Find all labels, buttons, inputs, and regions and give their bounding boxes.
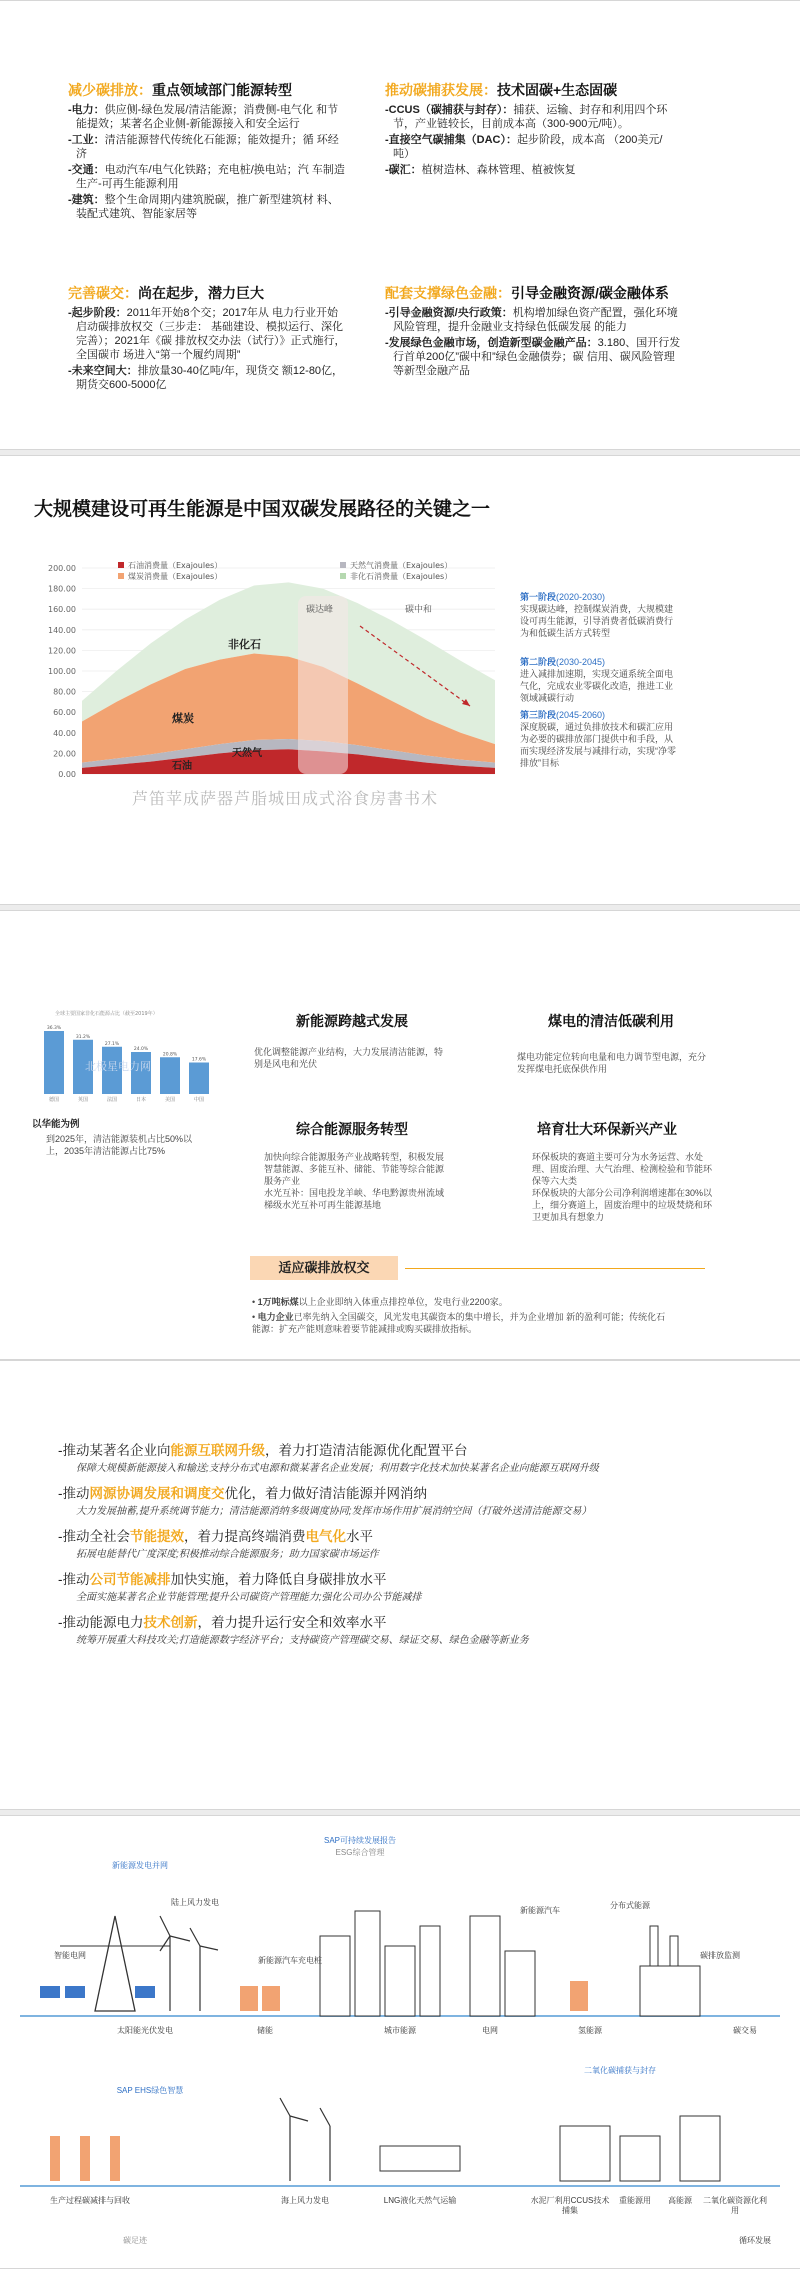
legend-item: 天然气消费量（Exajoules）	[350, 561, 453, 570]
y-tick-label: 20.00	[53, 749, 76, 759]
illustration-label: SAP EHS绿色智慧	[116, 2086, 184, 2095]
wind-turbine-icon	[160, 1916, 218, 2011]
mini-bar-category: 德国	[48, 1097, 60, 1103]
left-title: 以华能为例	[32, 1119, 80, 1130]
label-oil: 石油	[172, 761, 192, 772]
block-reduce-emissions	[68, 83, 348, 223]
bullet-1: • 1万吨标煤以上企业即纳入体重点排控单位，发电行业2200家。	[252, 1297, 508, 1307]
oil-rig-icon	[50, 2136, 120, 2181]
mini-bar-category: 英国	[77, 1097, 89, 1103]
section-title: 综合能源服务转型	[296, 1121, 408, 1137]
legend-swatch	[118, 562, 124, 568]
y-tick-label: 180.00	[48, 584, 76, 594]
illustration-label: 电网	[482, 2026, 498, 2035]
illustration-label: 智能电网	[54, 1951, 86, 1960]
illustration-label: 新能源汽车充电桩	[258, 1956, 322, 1965]
mini-bar-chart	[30, 1006, 230, 1106]
list-item: -推动全社会节能提效，着力提高终端消费电气化水平 拓展电能替代广度深度;积极推动综合能源服务；助力国家碳市场运作	[58, 1529, 379, 1560]
illustration-label: 海上风力发电	[281, 2196, 329, 2205]
section-text: 环保板块的赛道主要可分为水务运营、水处理、固废治理、大气治理、检测检验和节能环保等六大类 环保板块的大部分公司净利润增速都在30%以上，细分赛道上，固废治理中的垃圾焚烧和环卫更加具有想象力	[532, 1152, 713, 1222]
y-tick-label: 200.00	[48, 564, 76, 573]
illustration-label: 氢能源	[578, 2026, 602, 2035]
label-gas: 天然气	[232, 748, 262, 759]
list-item: -推动公司节能减排加快实施，着力降低自身碳排放水平 全面实施某著名企业节能管理;提升公司碳资产管理能力;强化公司办公节能减排	[58, 1572, 422, 1603]
legend-swatch	[118, 573, 124, 579]
mini-chart-watermark: 北极星电力网	[85, 1060, 151, 1073]
legend-item: 石油消费量（Exajoules）	[128, 561, 223, 570]
block-title: 配套支撑绿色金融：引导金融资源/碳金融体系	[385, 285, 669, 301]
bullet-2: • 电力企业已率先纳入全国碳交，风光发电其碳资本的集中增长，并为企业增加 新的盈利可能；传统化石能源：扩充产能则意味着要节能减排或购买碳排放指标。	[252, 1312, 666, 1334]
watermark-text: 芦笛苹成萨器芦脂城田成式浴食房書书术	[132, 791, 439, 808]
illustration-label: 分布式能源	[610, 1901, 650, 1910]
section-title: 新能源跨越式发展	[296, 1013, 408, 1029]
block-title: 推动碳捕获发展：技术固碳+生态固碳	[385, 82, 618, 98]
illustration-label: LNG液化天然气运输	[383, 2196, 457, 2205]
action-list	[58, 1441, 758, 1656]
block-carbon-capture	[385, 83, 675, 179]
mini-bar	[160, 1057, 180, 1094]
lng-ship-icon	[380, 2146, 460, 2171]
y-tick-label: 100.00	[48, 667, 76, 676]
illustration-label: 循环发展	[739, 2236, 771, 2245]
y-tick-label: 80.00	[53, 687, 76, 697]
energy-area-chart	[30, 556, 500, 796]
phase-2: 第二阶段(2030-2045) 进入减排加速期，实现交通系统全面电气化，完成农业零碳化改造，推进工业领域减碳行动	[520, 657, 674, 703]
mini-chart-title: 全球主要国家非化石能源占比（截至2019年）	[55, 1011, 158, 1017]
section-text: 优化调整能源产业结构，大力发展清洁能源，特别是风电和光伏	[254, 1047, 444, 1069]
section-text: 煤电功能定位转向电量和电力调节型电源，充分发挥煤电托底保供作用	[517, 1052, 707, 1074]
peak-window	[298, 596, 348, 774]
mini-bar-category: 日本	[135, 1097, 147, 1103]
mini-bar	[189, 1063, 209, 1095]
illustration-label: SAP可持续发展报告	[323, 1836, 396, 1845]
block-green-finance	[385, 286, 685, 380]
block-title: 减少碳排放：重点领域部门能源转型	[68, 82, 292, 98]
list-item: -工业：清洁能源替代传统化石能源；能效提升；循 环经济	[68, 134, 339, 160]
section-title: 培育壮大环保新兴产业	[537, 1121, 677, 1137]
slide-renewable-path	[0, 455, 800, 905]
phase-1: 第一阶段(2020-2030) 实现碳达峰，控制煤炭消费，大规模建设可再生能源，引导消费者低碳消费行为和低碳生活方式转型	[520, 592, 674, 638]
legend-swatch	[340, 573, 346, 579]
annotation-neutral: 碳中和	[405, 605, 433, 615]
legend-item: 煤炭消费量（Exajoules）	[128, 572, 223, 581]
y-tick-label: 0.00	[58, 770, 76, 779]
section-tag: 适应碳排放权交	[250, 1256, 398, 1280]
y-tick-label: 40.00	[53, 728, 76, 738]
list-item: -起步阶段：2011年开始8个交；2017年从 电力行业开始启动碳排放权交（三步走： 基础建设、模拟运行、深化完善）；2021年《碳 排放权交办法（试行）》正式施行，全国碳市 场进入“第一个履约周期”	[68, 307, 346, 361]
list-item: -交通：电动汽车/电气化铁路；充电桩/换电站；汽 车制造生产-可再生能源利用	[68, 164, 345, 190]
list-item: -建筑：整个生命周期内建筑脱碳，推广新型建筑材 料、装配式建筑、智能家居等	[68, 194, 339, 220]
mini-bar-value: 27.1%	[104, 1041, 120, 1047]
illustration-label: 城市能源	[384, 2026, 416, 2035]
illustration-label: 新能源汽车	[520, 1906, 560, 1915]
illustration-label: 生产过程碳减排与回收	[50, 2196, 130, 2205]
divider	[405, 1268, 705, 1269]
label-coal: 煤炭	[172, 712, 194, 725]
factory-icon	[640, 1926, 700, 2016]
y-tick-label: 140.00	[48, 625, 76, 635]
illustration-label: 陆上风力发电	[171, 1898, 219, 1907]
section-title: 煤电的清洁低碳利用	[548, 1013, 674, 1029]
illustration-label: 二氧化碳资源化利用	[703, 2196, 767, 2215]
list-item: -碳汇：植树造林、森林管理、植被恢复	[385, 164, 576, 176]
city-buildings-icon	[320, 1911, 535, 2016]
list-item: -引导金融资源/央行政策：机构增加绿色资产配置，强化环境风险管理，提升金融业支持绿色低碳发展 的能力	[385, 307, 678, 333]
illustration-label: 储能	[257, 2026, 273, 2035]
slide-company-transformation	[0, 910, 800, 1360]
mini-bar-value: 17.6%	[191, 1057, 207, 1063]
list-item: -推动某著名企业向能源互联网升级，着力打造清洁能源优化配置平台 保障大规模新能源接入和输送;支持分布式电源和微某著名企业发展；利用数字化技术加快某著名企业向能源互联网升级	[58, 1443, 599, 1474]
legend-swatch	[340, 562, 346, 568]
illustration-label: 太阳能光伏发电	[117, 2026, 173, 2035]
annotation-peak: 碳达峰	[306, 605, 334, 615]
slide-carbon-reduction	[0, 0, 800, 450]
list-item: -推动能源电力技术创新，着力提升运行安全和效率水平 统筹开展重大科技攻关;打造能源数字经济平台；支持碳资产管理碳交易、绿证交易、绿色金融等新业务	[58, 1615, 529, 1646]
illustration-label: 二氧化碳捕获与封存	[584, 2066, 656, 2075]
illustration-label: 水泥厂利用CCUS技术捕集	[530, 2196, 610, 2215]
legend-item: 非化石消费量（Exajoules）	[350, 572, 453, 581]
industrial-plant-icon	[560, 2116, 720, 2181]
illustration-label: 重能源用	[619, 2196, 651, 2205]
label-nonfossil: 非化石	[228, 638, 261, 651]
section-text: 加快向综合能源服务产业战略转型，积极发展智慧能源、多能互补、储能、节能等综合能源服务产业 水光互补：国电投龙羊峡、华电黔源贵州流域梯级水光互补可再生能源基地	[264, 1152, 445, 1210]
list-item: -CCUS（碳捕获与封存）：捕获、运输、封存和利用四个环节，产业链较长，目前成本高（300-900元/吨）。	[385, 104, 668, 130]
block-carbon-trading	[68, 286, 348, 394]
slide-grid-actions	[0, 1360, 800, 1810]
y-tick-label: 160.00	[48, 605, 76, 615]
mini-bar	[44, 1031, 64, 1094]
list-item: -电力：供应侧-绿色发展/清洁能源；消费侧-电气化 和节能提效；某著名企业侧-新能源接入和安全运行	[68, 104, 339, 130]
illustration-label: 新能源发电并网	[112, 1861, 168, 1870]
illustration-label: 碳足迹	[123, 2236, 147, 2245]
offshore-wind-icon	[280, 2098, 330, 2181]
y-tick-label: 60.00	[53, 708, 76, 718]
illustration-label: ESG综合管理	[335, 1848, 385, 1857]
list-item: -推动网源协调发展和调度交优化，着力做好清洁能源并网消纳 大力发展抽蓄,提升系统调节能力；清洁能源消纳多级调度协同;发挥市场作用扩展消纳空间（打破外送清洁能源交易）	[58, 1486, 592, 1517]
mini-bar	[131, 1052, 151, 1094]
list-item: -直接空气碳捕集（DAC）：起步阶段，成本高 （200美元/吨）	[385, 134, 663, 160]
list-item: -发展绿色金融市场，创造新型碳金融产品：3.180、国开行发行首单200亿”碳中和”绿色金融债券；碳 信用、碳风险管理等新型金融产品	[385, 337, 681, 377]
list-item: -未来空间大：排放量30-40亿吨/年，现货交 额12-80亿，期货交600-5000亿	[68, 365, 344, 391]
mini-bar-value: 31.2%	[75, 1034, 91, 1040]
illustration-label: 碳排放监测	[700, 1951, 740, 1960]
mini-bar-value: 20.8%	[162, 1052, 178, 1058]
mini-bar-category: 中国	[193, 1097, 205, 1103]
mini-bar-value: 36.3%	[46, 1026, 62, 1031]
transmission-tower-icon	[95, 1916, 135, 2011]
illustration-label: 碳交易	[733, 2026, 757, 2035]
phase-3: 第三阶段(2045-2060) 深度脱碳，通过负排放技术和碳汇应用为必要的碳排放部门提供中和手段，从而实现经济发展与减排行动，实现“净零排放”目标	[520, 710, 676, 768]
page-title: 大规模建设可再生能源是中国双碳发展路径的关键之一	[34, 499, 491, 520]
mini-bar-category: 法国	[106, 1097, 118, 1103]
left-text: 到2025年，清洁能源装机占比50%以上，2035年清洁能源占比75%	[46, 1134, 193, 1156]
block-title: 完善碳交：尚在起步，潜力巨大	[68, 285, 264, 301]
illustration-label: 高能源	[668, 2196, 692, 2205]
mini-bar-category: 美国	[164, 1097, 176, 1103]
y-tick-label: 120.00	[48, 646, 76, 656]
mini-bar-value: 24.0%	[133, 1047, 149, 1052]
slide-energy-ecosystem-illustration	[0, 1815, 800, 2269]
